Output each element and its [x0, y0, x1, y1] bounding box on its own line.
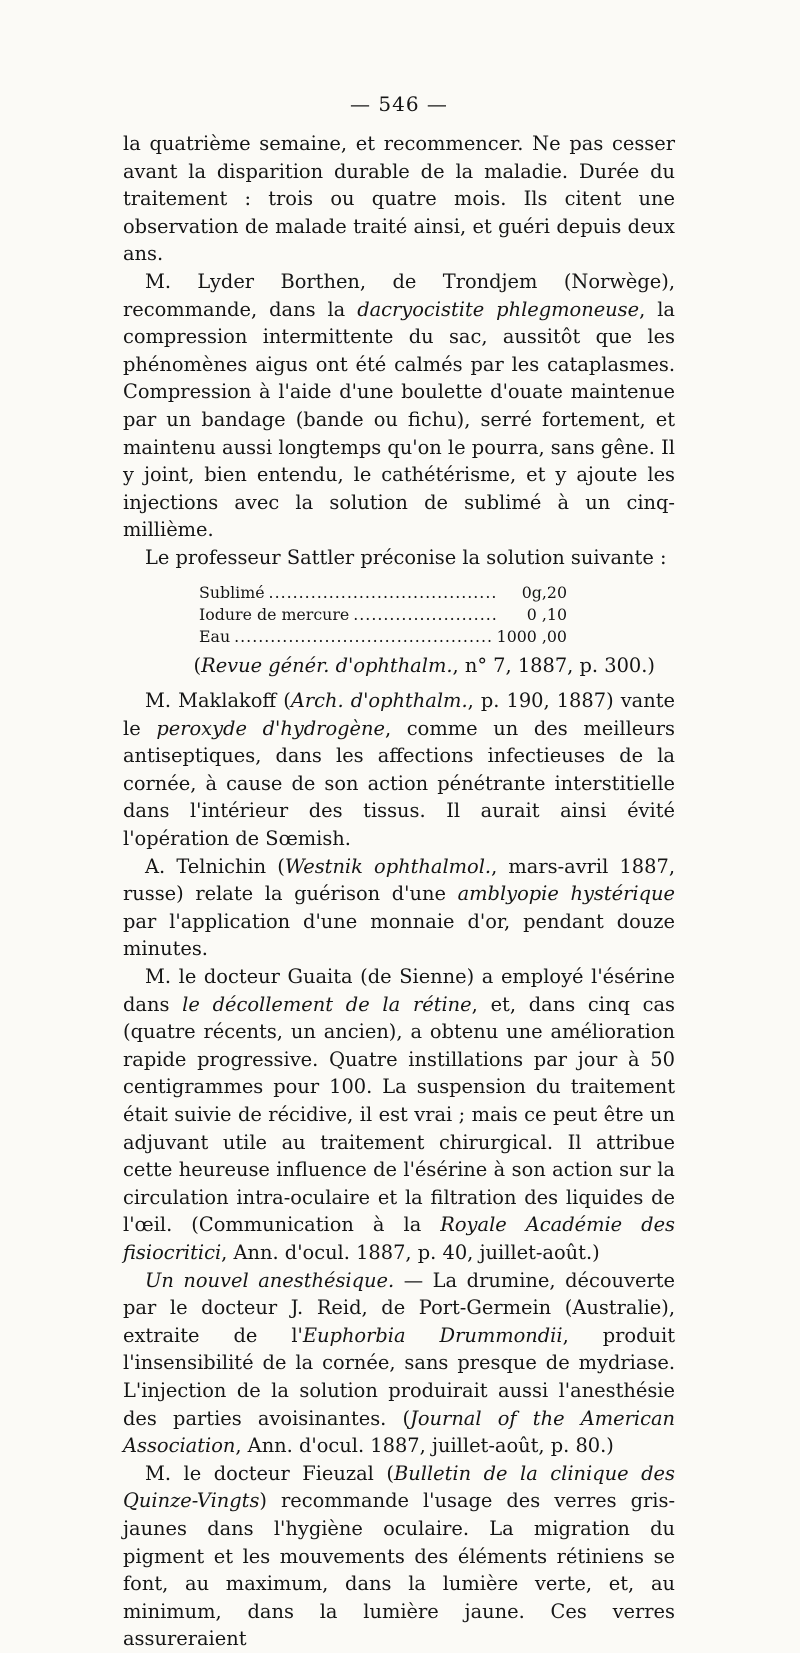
formula-row: Sublimé ..... 0g,20: [199, 582, 567, 604]
paragraph-maklakoff: M. Maklakoff (Arch. d'ophthalm., p. 190, 1887) vante le peroxyde d'hydrogène, comme un des meilleurs antiseptiques, dans les affections infectieuses de la cornée, à cause de son action pénétrante interstitielle dans l'intérieur des tissus. Il aurait ainsi évité l'opération de Sœmish.: [123, 689, 675, 851]
paragraph-anesthesique: Un nouvel anesthésique. — La drumine, découverte par le docteur J. Reid, de Port-Germein (Australie), extraite de l'Euphorbia Drummondii, produit l'insensibilité de la cornée, sans presque de mydriase. L'injection de la solution produirait aussi l'anesthésie des parties avoisinantes. (Journal of the American Association, Ann. d'ocul. 1887, juillet-août, p. 80.): [123, 1268, 675, 1458]
prescription-formula: [199, 582, 567, 648]
citation-revue: (Revue génér. d'ophthalm., n° 7, 1887, p. 300.): [193, 653, 655, 677]
formula-row: Iodure de mercure ..... 0 ,10: [199, 604, 567, 626]
section-heading: Un nouvel anesthésique.: [145, 1268, 395, 1292]
paragraph-borthen: M. Lyder Borthen, de Trondjem (Norwège), recommande, dans la dacryocistite phlegmoneuse, la compression intermittente du sac, aussitôt que les phénomènes aigus ont été calmés par les cataplasmes. Compression à l'aide d'une boulette d'ouate maintenue par un bandage (bande ou fichu), serré fortement, et maintenu aussi longtemps qu'on le pourra, sans gêne. Il y joint, bien entendu, le cathétérisme, et y ajoute les injections avec la solution de sublimé à un cinq-millième.: [123, 269, 675, 542]
paragraph-continued: la quatrième semaine, et recommencer. Ne pas cesser avant la disparition durable de la maladie. Durée du traitement : trois ou quatre mois. Ils citent une observation de malade traité ainsi, et guéri depuis deux ans.: [123, 132, 675, 266]
paragraph-guaita: M. le docteur Guaita (de Sienne) a employé l'ésérine dans le décollement de la rétine, et, dans cinq cas (quatre récents, un ancien), a obtenu une amélioration rapide progressive. Quatre instillations par jour à 50 centigrammes pour 100. La suspension du traitement était suivie de récidive, il est vrai ; mais ce peut être un adjuvant utile au traitement chirurgical. Il attribue cette heureuse influence de l'ésérine à son action sur la circulation intra-oculaire et la filtration des liquides de l'œil. (Communication à la Royale Académie des fisiocritici, Ann. d'ocul. 1887, p. 40, juillet-août.): [123, 965, 675, 1264]
paragraph-fieuzal: M. le docteur Fieuzal (Bulletin de la clinique des Quinze-Vingts) recommande l'usage des verres gris-jaunes dans l'hygiène oculaire. La migration du pigment et les mouvements des éléments rétiniens se font, au maximum, dans la lumière verte, et, au minimum, dans la lumière jaune. Ces verres assureraient: [123, 1461, 675, 1651]
disease-term: dacryocistite phlegmoneuse: [357, 297, 640, 321]
paragraph-telnichin: A. Telnichin (Westnik ophthalmol., mars-avril 1887, russe) relate la guérison d'une amblyopie hystérique par l'application d'une monnaie d'or, pendant douze minutes.: [123, 854, 676, 961]
page-body: [123, 130, 675, 1653]
paragraph-sattler: Le professeur Sattler préconise la solution suivante :: [145, 545, 667, 569]
formula-row: Eau ..... 1000 ,00: [199, 626, 567, 648]
page-number: — 546 —: [350, 92, 448, 116]
